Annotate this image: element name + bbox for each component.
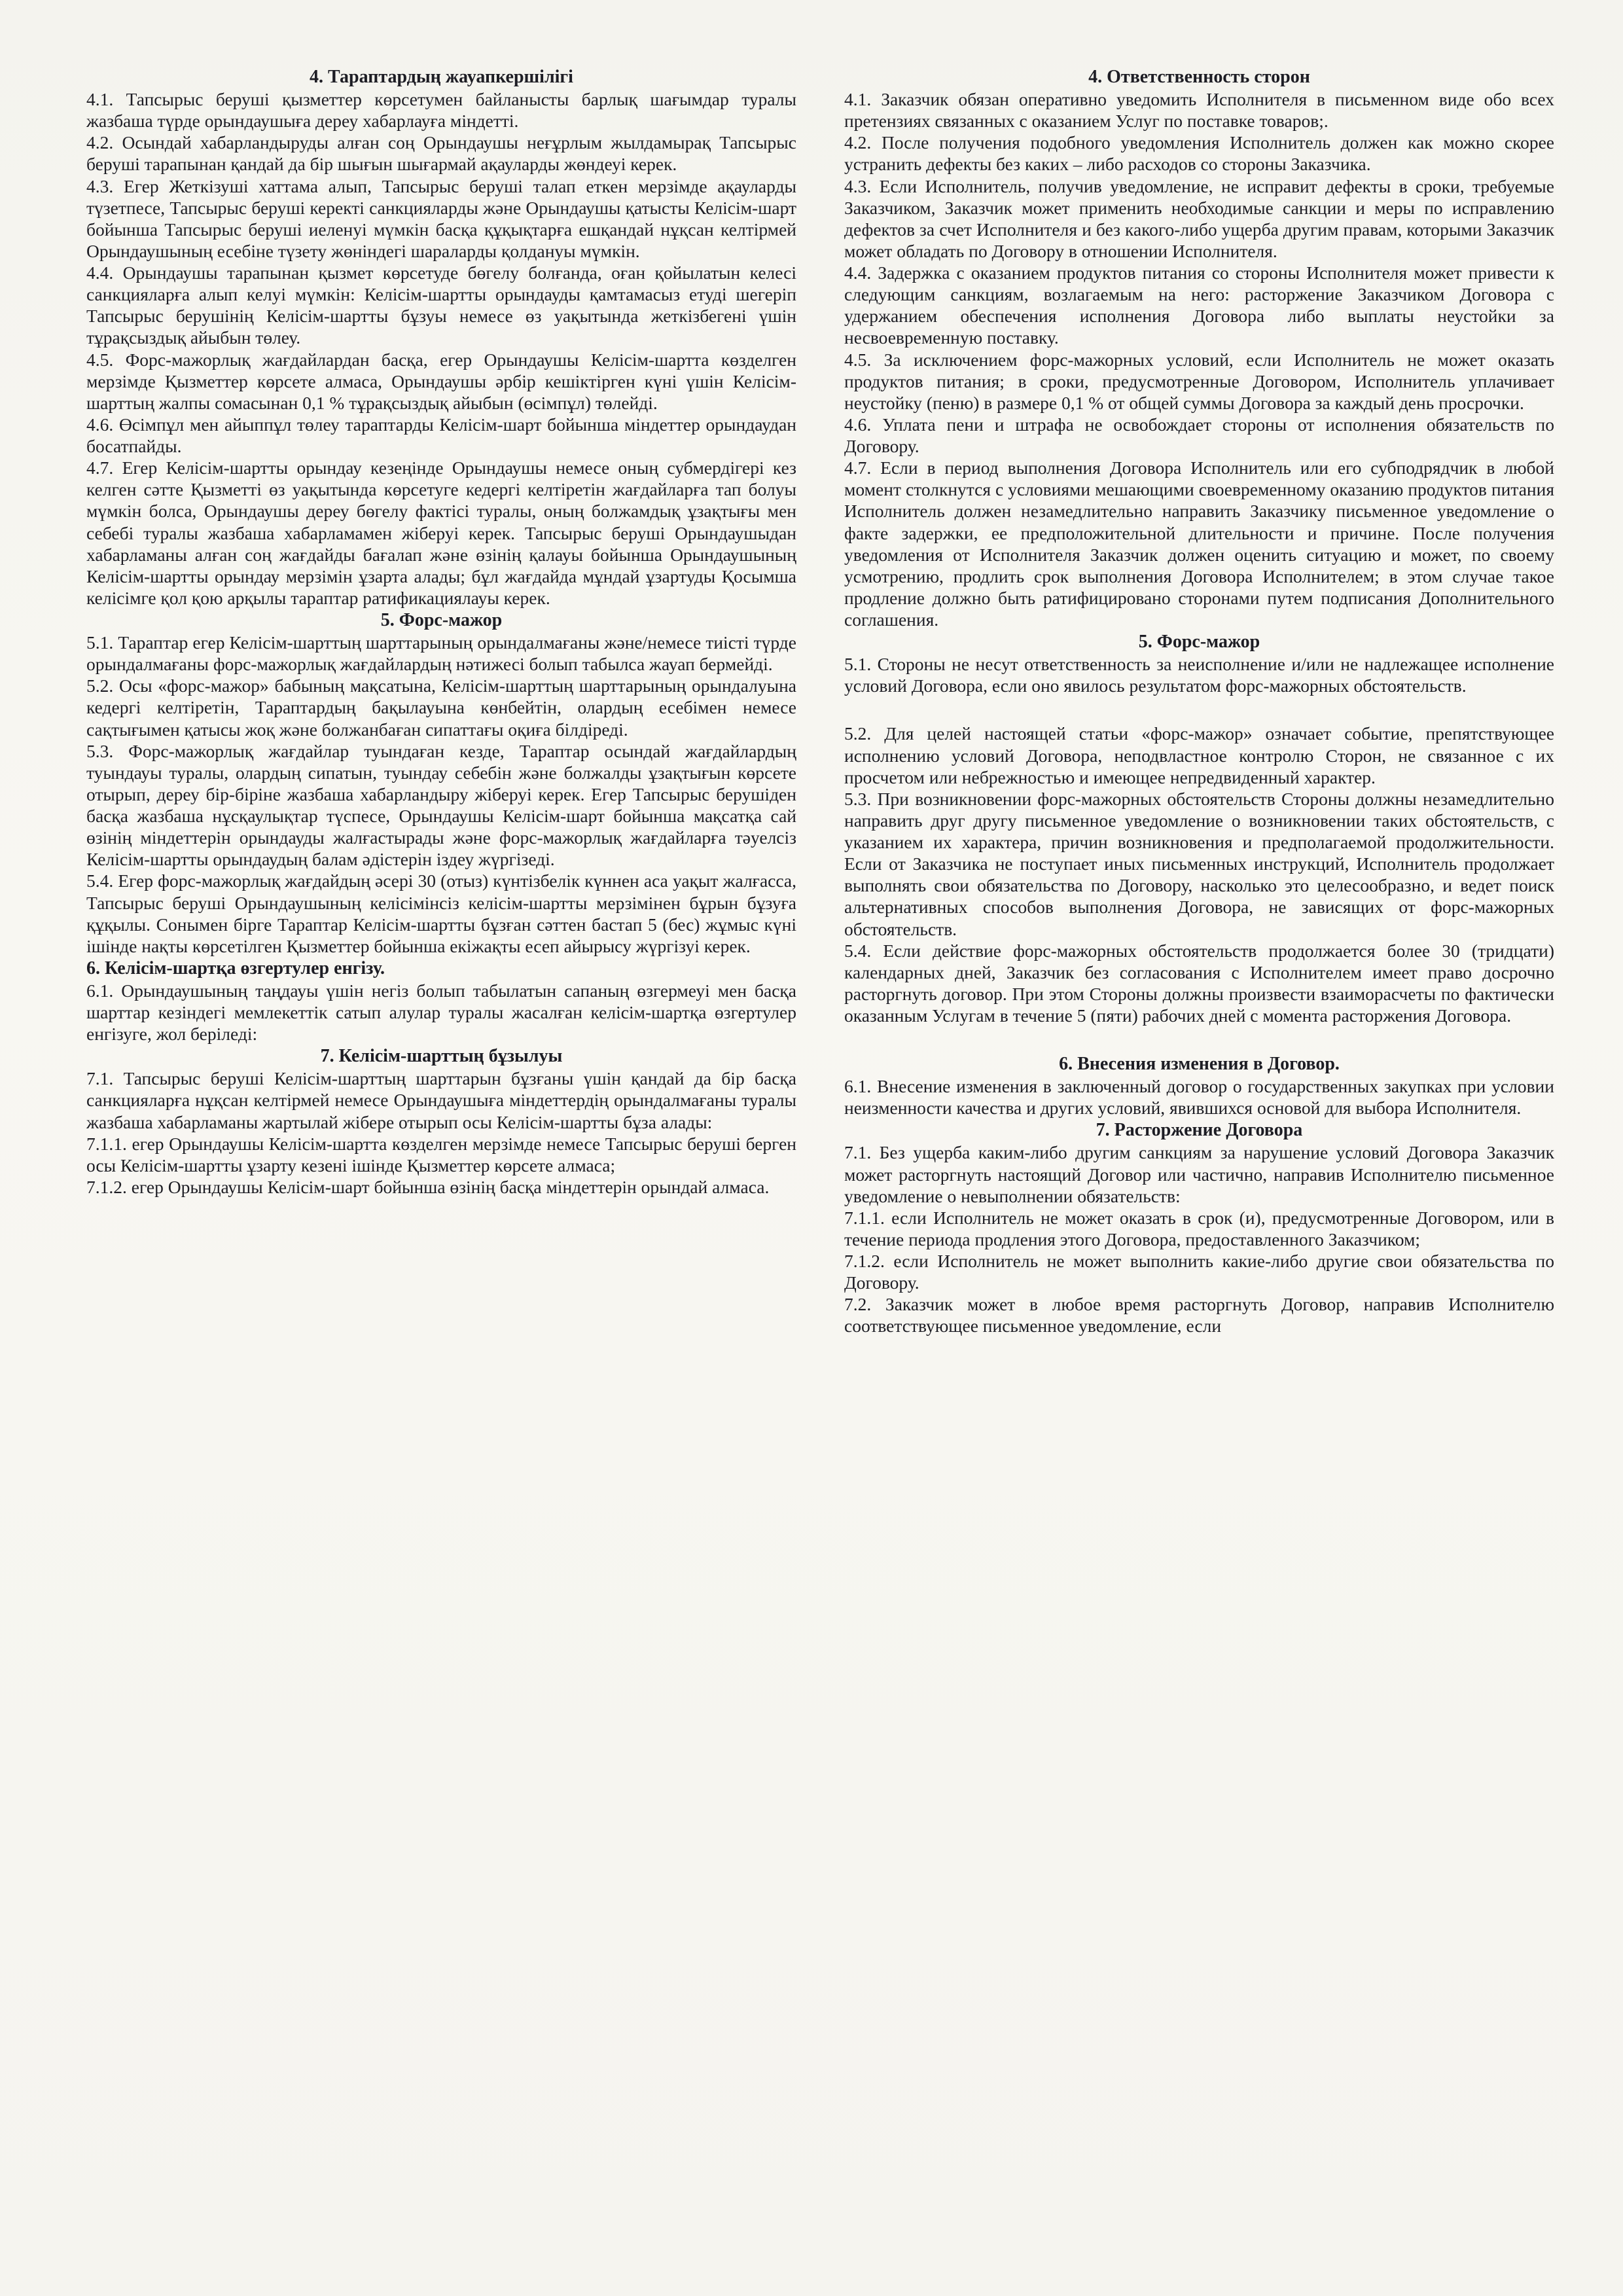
section-title: 7. Келісім-шарттың бұзылуы	[320, 1046, 563, 1067]
clause-paragraph: 4.6. Уплата пени и штрафа не освобождает стороны от исполнения обязательств по Договору.	[844, 414, 1554, 456]
russian-column	[844, 65, 1554, 1337]
section-title: 6. Внесения изменения в Договор.	[1059, 1054, 1340, 1075]
section-body	[86, 632, 796, 957]
section-body	[844, 88, 1554, 630]
clause-paragraph: 4.7. Егер Келісім-шартты орындау кезеңінде Орындаушы немесе оның субмердігері кез келген сәтте Қызметті өз уақытында көрсетуге кедергі келтіретін жағдайларға тап болуы мүмкін болса, Орындаушы дереу бөгелу фактісі туралы, оның болжамдық ұзақтығы мен себебі туралы жазбаша хабарламамен жіберуі керек. Тапсырыс беруші Орындаушыдан хабарламаны алған соң жағдайды бағалап және өзінің қалауы бойынша Орындаушының Келісім-шартты орындау мерзімін ұзарта алады; бұл жағдайда мұндай ұзартуды Қосымша келісімге қол қою арқылы тараптар ратификациялауы керек.	[86, 457, 796, 608]
section-title: 5. Форс-мажор	[380, 610, 503, 630]
section-body	[86, 88, 796, 609]
clause-paragraph: 4.4. Задержка с оказанием продуктов питания со стороны Исполнителя может привести к следующим санкциям, возлагаемым на него: расторжение Заказчиком Договора с удержанием обеспечения исполнения Договора либо выплаты неустойки за несвоевременную поставку.	[844, 262, 1554, 348]
clause-paragraph: 7.2. Заказчик может в любое время расторгнуть Договор, направив Исполнителю соответствующее письменное уведомление, если	[844, 1294, 1554, 1336]
section-body	[86, 980, 796, 1045]
clause-paragraph: 5.4. Егер форс-мажорлық жағдайдың әсері 30 (отыз) күнтізбелік күннен аса уақыт жалғасса, Тапсырыс беруші Орындаушының келісімінсіз келісім-шартты мерзімінен бұрын бұзуға құқылы. Сонымен бірге Тараптар Келісім-шартты бұзған сәттен бастап 5 (бес) жұмыс күні ішінде нақты көрсетілген Қызметтер бойынша екіжақты есеп айырысу жүргізуі керек.	[86, 870, 796, 956]
section-body	[844, 1141, 1554, 1336]
clause-paragraph: 4.1. Тапсырыс беруші қызметтер көрсетумен байланысты барлық шағымдар туралы жазбаша түрде орындаушыға дереу хабарлауға міндетті.	[86, 89, 796, 132]
clause-paragraph: 6.1. Внесение изменения в заключенный договор о государственных закупках при условии неизменности качества и других условий, явившихся основой для выбора Исполнителя.	[844, 1076, 1554, 1119]
clause-paragraph: 6.1. Орындаушының таңдауы үшін негіз болып табылатын сапаның өзгермеуі мен басқа шарттар кезіндегі мемлекеттік сатып алулар туралы жасалған келісім-шартқа өзгертулер енгізуге, жол беріледі:	[86, 980, 796, 1045]
clause-paragraph: 4.4. Орындаушы тарапынан қызмет көрсетуде бөгелу болғанда, оған қойылатын келесі санкцияларға алып келуі мүмкін: Келісім-шартты орындауды қамтамасыз етуді шегеріп Тапсырыс берушінің Келісім-шартты бұзуы немесе өз уақытында жеткізбегені үшін тұрақсыздық айыбын төлеу.	[86, 262, 796, 348]
section-title: 5. Форс-мажор	[1138, 632, 1260, 653]
clause-paragraph: 5.2. Осы «форс-мажор» бабының мақсатына, Келісім-шарттың шарттарының орындалуына кедергі келтіретін, Тараптардың бақылауына көнбейтін, олардың есебімен немесе сақтығымен қатысы жоқ және болжанбаған сипаттағы оқиға білдіреді.	[86, 675, 796, 740]
section-body	[844, 723, 1554, 1026]
clause-paragraph: 7.1.1. егер Орындаушы Келісім-шартта көзделген мерзімде немесе Тапсырыс беруші берген осы Келісім-шартты ұзарту кезені ішінде Қызметтер көрсете алмаса;	[86, 1133, 796, 1175]
clause-paragraph: 4.3. Если Исполнитель, получив уведомление, не исправит дефекты в сроки, требуемые Заказчиком, Заказчик может применить необходимые санкции и меры по исправлению дефектов за счет Исполнителя и без какого-либо ущерба другим правам, которыми Заказчик может обладать по Договору в отношении Исполнителя.	[844, 175, 1554, 261]
section-body	[86, 1067, 796, 1198]
clause-paragraph: 7.1. Без ущерба каким-либо другим санкциям за нарушение условий Договора Заказчик может расторгнуть настоящий Договор или частично, направив Исполнителю письменное уведомление о невыполнении обязательств:	[844, 1142, 1554, 1206]
clause-paragraph: 4.3. Егер Жеткізуші хаттама алып, Тапсырыс беруші талап еткен мерзімде ақауларды түзетпесе, Тапсырыс беруші керекті санкцияларды және Орындаушы қатысты Келісім-шарт бойынша Тапсырыс беруші иеленуі мүмкін басқа құқықтарға ешқандай нұқсан келтірмей Орындаушының есебіне түзету жөніндегі шараларды қолдануы мүмкін.	[86, 175, 796, 261]
clause-paragraph: 7.1.2. егер Орындаушы Келісім-шарт бойынша өзінің басқа міндеттерін орындай алмаса.	[86, 1176, 770, 1197]
section-body	[844, 1075, 1554, 1119]
clause-paragraph: 5.2. Для целей настоящей статьи «форс-мажор» означает событие, препятствующее исполнению условий Договора, неподвластное контролю Сторон, не связанное с их просчетом или небрежностью и имеющее непредвиденный характер.	[844, 723, 1554, 787]
clause-paragraph: 7.1.2. если Исполнитель не может выполнить какие-либо другие свои обязательства по Договору.	[844, 1251, 1554, 1293]
section-title: 4. Ответственность сторон	[1088, 67, 1310, 87]
section-title: 7. Расторжение Договора	[1096, 1120, 1303, 1141]
clause-paragraph: 4.5. За исключением форс-мажорных условий, если Исполнитель не может оказать продуктов питания; в сроки, предусмотренные Договором, Исполнитель уплачивает неустойку (пеню) в размере 0,1 % от общей суммы Договора за каждый день просрочки.	[844, 349, 1554, 413]
clause-paragraph: 5.4. Если действие форс-мажорных обстоятельств продолжается более 30 (тридцати) календарных дней, Заказчик без согласования с Исполнителем имеет право досрочно расторгнуть договор. При этом Стороны должны произвести взаиморасчеты по фактически оказанным Услугам в течение 5 (пяти) рабочих дней с момента расторжения Договора.	[844, 940, 1554, 1026]
clause-paragraph: 4.2. Осындай хабарландыруды алған соң Орындаушы неғұрлым жылдамырақ Тапсырыс беруші тарапынан қандай да бір шығын шығармай ақауларды жөндеуі керек.	[86, 132, 796, 175]
clause-paragraph: 4.1. Заказчик обязан оперативно уведомить Исполнителя в письменном виде обо всех претензиях связанных с оказанием Услуг по поставке товаров;.	[844, 89, 1554, 132]
clause-paragraph: 4.5. Форс-мажорлық жағдайлардан басқа, егер Орындаушы Келісім-шартта көзделген мерзімде Қызметтер көрсете алмаса, Орындаушы әрбір кешіктірген күні үшін Келісім-шарттың жалпы сомасынан 0,1 % тұрақсыздық айыбын (өсімпұл) төлейді.	[86, 349, 796, 413]
clause-paragraph: 5.1. Тараптар егер Келісім-шарттың шарттарының орындалмағаны және/немесе тиісті түрде орындалмағаны форс-мажорлық жағдайлардың нәтижесі болып табылса жауап бермейді.	[86, 632, 796, 675]
clause-paragraph: 7.1.1. если Исполнитель не может оказать в срок (и), предусмотренные Договором, или в течение периода продления этого Договора, предоставленного Заказчиком;	[844, 1207, 1554, 1249]
section-title: 6. Келісім-шартқа өзгертулер енгізу.	[86, 958, 385, 978]
clause-paragraph: 5.3. Форс-мажорлық жағдайлар туындаған кезде, Тараптар осындай жағдайлардың туындауы туралы, олардың сипатын, туындау себебін және болжалды ұзақтығын көрсете отырып, дереу бір-біріне жазбаша хабарландыру жіберуі керек. Егер Тапсырыс берушіден басқа жазбаша нұсқаулықтар түспесе, Орындаушы Келісім-шарт бойынша мақсатқа сай өзінің міндеттерін орындауды жалғастырады және форс-мажорлық жағдайларға тәуелсіз Келісім-шартты орындаудың балам әдістерін іздеу жүргізеді.	[86, 740, 796, 870]
clause-paragraph: 5.1. Стороны не несут ответственность за неисполнение и/или не надлежащее исполнение условий Договора, если оно явилось результатом форс-мажорных обстоятельств.	[844, 654, 1554, 696]
clause-paragraph: 7.1. Тапсырыс беруші Келісім-шарттың шарттарын бұзғаны үшін қандай да бір басқа санкцияларға нұқсан келтірмей немесе Орындаушыға міндеттердің орындалмағаны туралы жазбаша хабарламаны жартылай жібере отырып осы Келісім-шартты бұза алады:	[86, 1068, 796, 1132]
clause-paragraph: 4.2. После получения подобного уведомления Исполнитель должен как можно скорее устранить дефекты без каких – либо расходов со стороны Заказчика.	[844, 132, 1554, 175]
clause-paragraph: 4.6. Өсімпұл мен айыппұл төлеу тараптарды Келісім-шарт бойынша міндеттер орындаудан босатпайды.	[86, 414, 796, 456]
section-title: 4. Тараптардың жауапкершілігі	[310, 67, 573, 87]
clause-paragraph: 5.3. При возникновении форс-мажорных обстоятельств Стороны должны незамедлительно направить друг другу письменное уведомление о возникновении таких обстоятельств, с указанием их характера, причин возникновения и предполагаемой продолжительности. Если от Заказчика не поступает иных письменных инструкций, Исполнитель продолжает выполнять свои обязательства по Договору, насколько это целесообразно, и ведет поиск альтернативных способов выполнения Договора, не зависящих от форс-мажорных обстоятельств.	[844, 788, 1554, 939]
section-body	[844, 653, 1554, 696]
clause-paragraph: 4.7. Если в период выполнения Договора Исполнитель или его субподрядчик в любой момент столкнутся с условиями мешающими своевременному оказанию продуктов питания Исполнитель должен незамедлительно направить Заказчику письменное уведомление о факте задержки, ее предположительной длительности и причине. После получения уведомления от Исполнителя Заказчик должен оценить ситуацию и может, по своему усмотрению, продлить срок выполнения Договора Исполнителем; в этом случае такое продление должно быть ратифицировано сторонами путем подписания Дополнительного соглашения.	[844, 457, 1554, 630]
kazakh-column	[86, 65, 796, 1198]
